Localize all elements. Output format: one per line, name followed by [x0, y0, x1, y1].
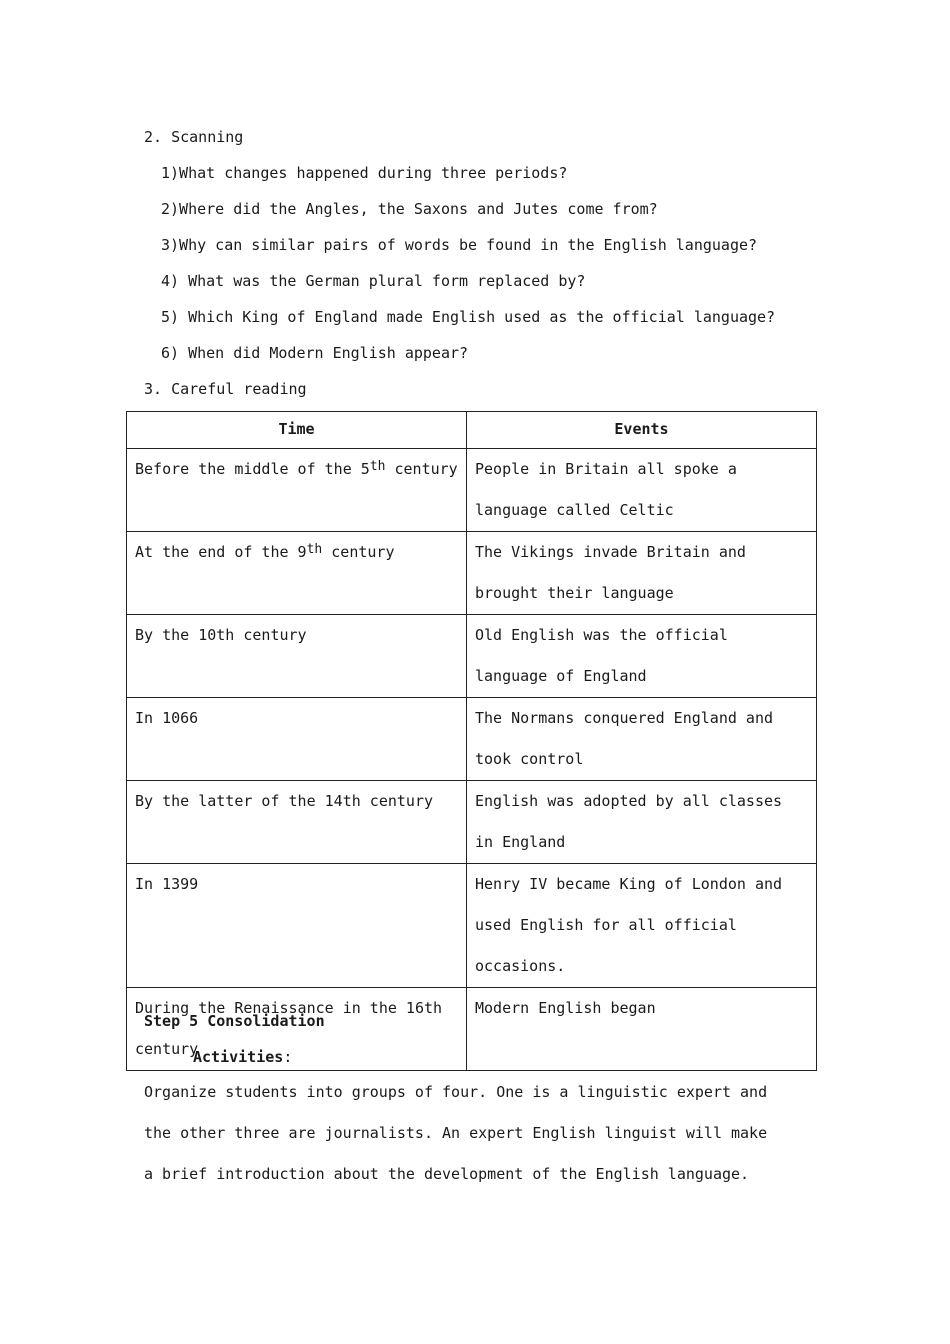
time-cell: During the Renaissance in the 16th century [127, 988, 467, 1071]
events-column-header: Events [467, 412, 817, 449]
time-column-header: Time [127, 412, 467, 449]
question-5: 5) Which King of England made English used as the official language? [161, 308, 776, 326]
table-row [127, 698, 817, 781]
careful-reading-heading: 3. Careful reading [144, 380, 307, 398]
activities-label: Activities: [193, 1048, 293, 1066]
question-4: 4) What was the German plural form replaced by? [161, 272, 586, 290]
time-cell: By the 10th century [127, 615, 467, 698]
table-row [127, 864, 817, 988]
time-cell: In 1066 [127, 698, 467, 781]
table-row [127, 449, 817, 532]
event-cell: Henry IV became King of London and used English for all official occasions. [467, 864, 817, 988]
question-1: 1)What changes happened during three periods? [161, 164, 568, 182]
table-row [127, 615, 817, 698]
question-6: 6) When did Modern English appear? [161, 344, 469, 362]
question-3: 3)Why can similar pairs of words be found in the English language? [161, 236, 758, 254]
event-cell: English was adopted by all classes in England [467, 781, 817, 864]
time-cell: By the latter of the 14th century [127, 781, 467, 864]
event-cell: Old English was the official language of England [467, 615, 817, 698]
event-cell: People in Britain all spoke a language called Celtic [467, 449, 817, 532]
table-row [127, 532, 817, 615]
table-header-row [127, 412, 817, 449]
time-events-table [126, 411, 817, 1071]
time-cell: Before the middle of the 5th century [127, 449, 467, 532]
scanning-heading: 2. Scanning [144, 128, 244, 146]
consolidation-heading: Step 5 Consolidation [144, 1012, 325, 1030]
table-row [127, 781, 817, 864]
question-2: 2)Where did the Angles, the Saxons and Jutes come from? [161, 200, 658, 218]
time-cell: At the end of the 9th century [127, 532, 467, 615]
event-cell: The Normans conquered England and took control [467, 698, 817, 781]
event-cell: The Vikings invade Britain and brought their language [467, 532, 817, 615]
activities-paragraph: Organize students into groups of four. One is a linguistic expert and the other three are journalists. An expert English linguist will make a brief introduction about the development of the English language. [144, 1083, 768, 1183]
time-cell: In 1399 [127, 864, 467, 988]
event-cell: Modern English began [467, 988, 817, 1071]
